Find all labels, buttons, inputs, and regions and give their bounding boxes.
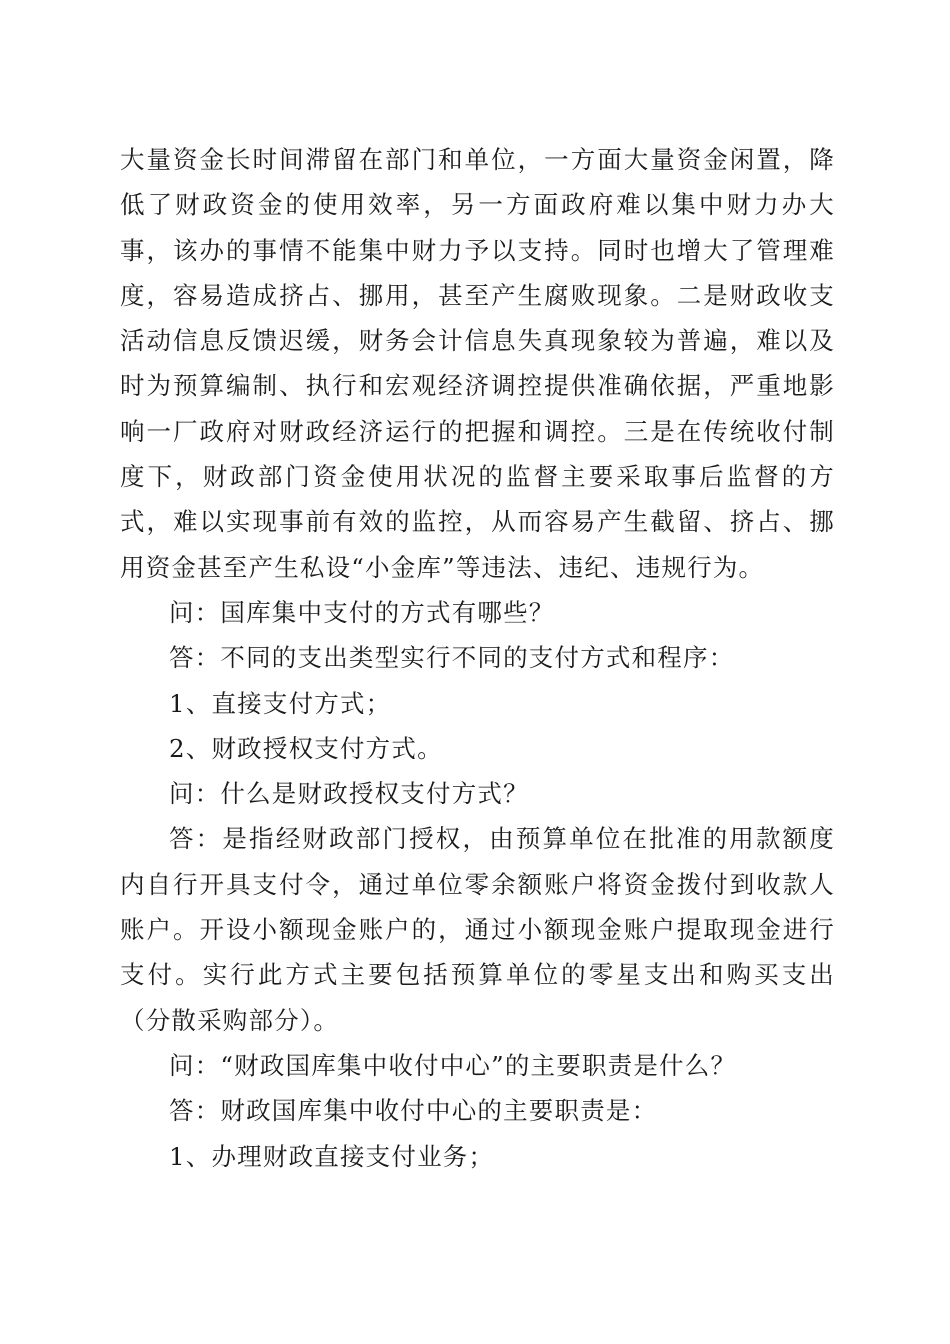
list-item-direct-payment: 1、直接支付方式； — [169, 688, 392, 718]
document-body — [120, 137, 835, 1179]
answer-center-duties: 答：财政国库集中收付中心的主要职责是： — [169, 1096, 658, 1126]
answer-payment-methods: 答：不同的支出类型实行不同的支付方式和程序： — [169, 643, 735, 673]
question-center-duties: 问：“财政国库集中收付中心”的主要职责是什么？ — [169, 1050, 737, 1080]
answer-authorized-payment: 答：是指经财政部门授权，由预算单位在批准的用款额度内自行开具支付令，通过单位零余额账户将资金拨付到收款人账户。开设小额现金账户的，通过小额现金账户提取现金进行支付。实行此方式主要包括预算单位的零星支出和购买支出（分散采购部分）。 — [120, 824, 835, 1035]
list-item-authorized-payment: 2、财政授权支付方式。 — [169, 733, 443, 763]
question-payment-methods: 问：国库集中支付的方式有哪些？ — [169, 597, 555, 627]
list-item-direct-payment-business: 1、办理财政直接支付业务； — [169, 1141, 495, 1171]
question-authorized-payment: 问：什么是财政授权支付方式？ — [169, 779, 529, 809]
paragraph-continuation: 大量资金长时间滞留在部门和单位，一方面大量资金闲置，降低了财政资金的使用效率，另一方面政府难以集中财力办大事，该办的事情不能集中财力予以支持。同时也增大了管理难度，容易造成挤占、挪用，甚至产生腐败现象。二是财政收支活动信息反馈迟缓，财务会计信息失真现象较为普遍，难以及时为预算编制、执行和宏观经济调控提供准确依据，严重地影响一厂政府对财政经济运行的把握和调控。三是在传统收付制度下，财政部门资金使用状况的监督主要采取事后监督的方式，难以实现事前有效的监控，从而容易产生截留、挤占、挪用资金甚至产生私设“小金库”等违法、违纪、违规行为。 — [120, 145, 835, 582]
